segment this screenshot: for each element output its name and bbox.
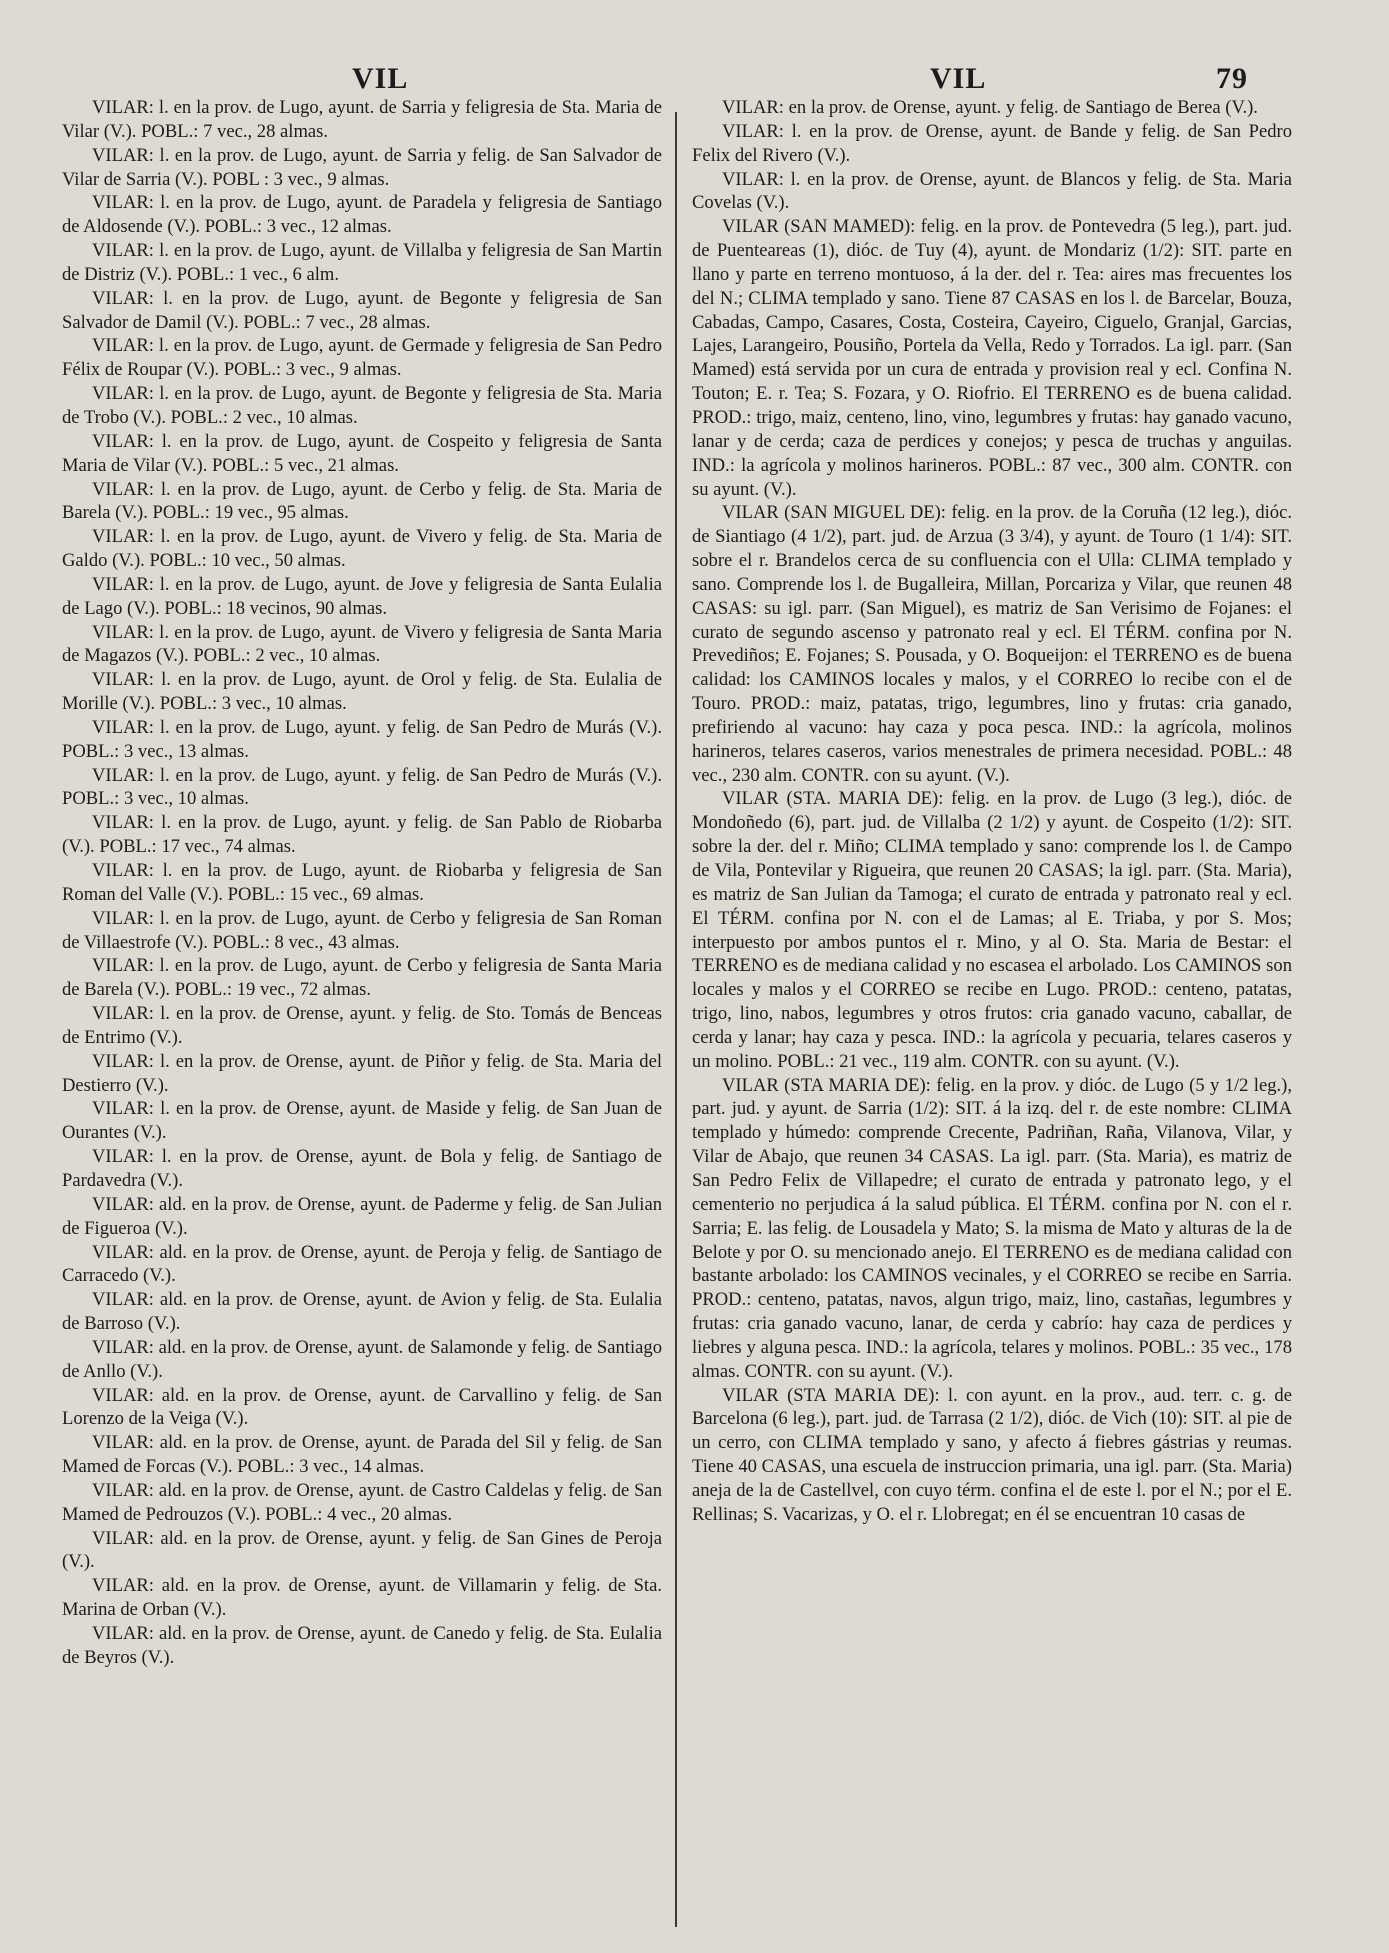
dictionary-entry: VILAR (STA. MARIA DE): felig. en la prov. de Lugo (3 leg.), dióc. de Mondoñedo (6), part. jud. de Villalba (2 1/2) y ayunt. de Cospeito (1/2): SIT. sobre la der. del r. Miño; CLIMA templado y sano: comprende los l. de Campo de Vila, Pontevilar y Rigueira, que reunen 20 CASAS; la igl. parr. (Sta. Maria), es matriz de San Julian da Tamoga; el curato de entrada y patronato real y ecl. El TÉRM. confina por N. con el de Lamas; al E. Triaba, y por S. Mos; interpuesto por ambos puntos el r. Mino, y al O. Sta. Maria de Bestar: el TERRENO es de mediana calidad y no escasea el arbolado. Los CAMINOS son locales y malos y el CORREO se recibe en Lugo. PROD.: centeno, patatas, trigo, lino, nabos, legumbres y otros frutos: cria ganado vacuno, caballar, de cerda y lanar; hay caza y pesca. IND.: la agrícola y pecuaria, telares caseros y un molino. POBL.: 21 vec., 119 alm. CONTR. con su ayunt. (V.). [692, 788, 1292, 1072]
dictionary-entry: VILAR: l. en la prov. de Lugo, ayunt. y felig. de San Pablo de Riobarba (V.). POBL.: 17 vec., 74 almas. [62, 812, 662, 858]
dictionary-entry: VILAR: l. en la prov. de Lugo, ayunt. de Villalba y feligresia de San Martin de Distriz (V.). POBL.: 1 vec., 6 alm. [62, 240, 662, 285]
right-column [692, 96, 1292, 1527]
dictionary-entry: VILAR (STA MARIA DE): felig. en la prov. y dióc. de Lugo (5 y 1/2 leg.), part. jud. y ayunt. de Sarria (1/2): SIT. á la izq. del r. de este nombre: CLIMA templado y húmedo: comprende Crecente, Padriñan, Raña, Vilanova, Vilar, y Vilar de Abajo, que reunen 34 CASAS. La igl. parr. (Sta. Maria), es matriz de San Pedro Felix de Villapedre; el curato de entrada y patronato lego, y el cementerio no perjudica á la salud pública. El TÉRM. confina por N. con el r. Sarria; E. las felig. de Lousadela y Mato; S. la misma de Mato y alturas de la de Belote y por O. su mencionado anejo. El TERRENO es de mediana calidad con bastante arbolado: los CAMINOS vecinales, y el CORREO se recibe en Sarria. PROD.: centeno, patatas, navos, algun trigo, maiz, lino, castañas, legumbres y frutas: cria ganado vacuno, lanar, de cerda y cabrío: hay caza de perdices y liebres y alguna pesca. IND.: la agrícola, telares y molinos. POBL.: 35 vec., 178 almas. CONTR. con su ayunt. (V.). [692, 1074, 1292, 1382]
header-left-word: VIL [352, 62, 409, 95]
dictionary-entry: VILAR: l. en la prov. de Orense, ayunt. de Piñor y felig. de Sta. Maria del Destierro (V.). [62, 1050, 662, 1096]
dictionary-entry: VILAR: l. en la prov. de Lugo, ayunt. de Paradela y feligresia de Santiago de Aldosende (V.). POBL.: 3 vec., 12 almas. [62, 192, 662, 238]
dictionary-entry: VILAR: ald. en la prov. de Orense, ayunt. de Peroja y felig. de Santiago de Carracedo (V.). [62, 1241, 662, 1287]
dictionary-entry: VILAR (SAN MIGUEL DE): felig. en la prov. de la Coruña (12 leg.), dióc. de Siantiago (4 1/2), part. jud. de Arzua (3 3/4), y ayunt. de Touro (1 1/4): SIT. sobre el r. Brandelos cerca de su confluencia con el Ulla: CLIMA templado y sano. Comprende los l. de Bugalleira, Millan, Porcariza y Vilar, que reunen 48 CASAS: su igl. parr. (San Miguel), es matriz de San Verisimo de Fojanes: el curato de segundo ascenso y patronato real y ecl. El TÉRM. confina por N. Prevediños; E. Fojanes; S. Pousada, y O. Boqueijon: el TERRENO es de buena calidad: los CAMINOS locales y malos, y el CORREO lo recibe con el de Touro. PROD.: maiz, patatas, trigo, legumbres, lino y frutas: cria ganado, prefiriendo al vacuno: hay caza y poca pesca. IND.: la agrícola, molinos harineros, telares caseros, varios menestrales de primera necesidad. POBL.: 48 vec., 230 alm. CONTR. con su ayunt. (V.). [692, 502, 1292, 786]
dictionary-entry: VILAR: l. en la prov. de Lugo, ayunt. de Riobarba y feligresia de San Roman del Valle (V.). POBL.: 15 vec., 69 almas. [62, 860, 662, 905]
dictionary-entry: VILAR (SAN MAMED): felig. en la prov. de Pontevedra (5 leg.), part. jud. de Puenteareas (1), dióc. de Tuy (4), ayunt. de Mondariz (1/2): SIT. parte en llano y parte en terreno montuoso, á la der. del r. Tea: aires mas frecuentes los del N.; CLIMA templado y sano. Tiene 87 CASAS en los l. de Barcelar, Bouza, Cabadas, Campo, Casares, Costa, Costeira, Cayeiro, Ciguelo, Granjal, Garcias, Lajes, Larangeiro, Pousiño, Portela da Vella, Redo y Torrados. La igl. parr. (San Mamed) está servida por un cura de entrada y provision real y ecl. Confina N. Touton; E. r. Tea; S. Fozara, y O. Riofrio. El TERRENO es de buena calidad. PROD.: trigo, maiz, centeno, lino, vino, legumbres y frutas: hay ganado vacuno, lanar y de cerda; caza de perdices y conejos; y pesca de truchas y anguilas. IND.: la agrícola y molinos harineros. POBL.: 87 vec., 300 alm. CONTR. con su ayunt. (V.). [692, 216, 1292, 500]
dictionary-entry: VILAR: l. en la prov. de Orense, ayunt. y felig. de Sto. Tomás de Benceas de Entrimo (V.). [62, 1003, 662, 1048]
dictionary-entry: VILAR: l. en la prov. de Lugo, ayunt. de Sarria y felig. de San Salvador de Vilar de Sarria (V.). POBL : 3 vec., 9 almas. [62, 144, 662, 190]
dictionary-entry: VILAR: ald. en la prov. de Orense, ayunt. de Avion y felig. de Sta. Eulalia de Barroso (V.). [62, 1289, 662, 1335]
dictionary-entry: VILAR: ald. en la prov. de Orense, ayunt. de Castro Caldelas y felig. de San Mamed de Pedrouzos (V.). POBL.: 4 vec., 20 almas. [62, 1479, 662, 1525]
dictionary-entry: VILAR: l. en la prov. de Orense, ayunt. de Maside y felig. de San Juan de Ourantes (V.). [62, 1098, 662, 1144]
dictionary-entry: VILAR: en la prov. de Orense, ayunt. y felig. de Santiago de Berea (V.). [722, 97, 1258, 118]
column-divider [675, 112, 677, 1927]
dictionary-entry: VILAR: l. en la prov. de Lugo, ayunt. de Vivero y felig. de Sta. Maria de Galdo (V.). POBL.: 10 vec., 50 almas. [62, 526, 662, 572]
dictionary-entry: VILAR: l. en la prov. de Lugo, ayunt. de Cerbo y feligresia de San Roman de Villaestrofe (V.). POBL.: 8 vec., 43 almas. [62, 907, 662, 953]
dictionary-entry: VILAR: l. en la prov. de Lugo, ayunt. de Sarria y feligresia de Sta. Maria de Vilar (V.). POBL.: 7 vec., 28 almas. [62, 97, 662, 142]
dictionary-entry: VILAR: l. en la prov. de Lugo, ayunt. y felig. de San Pedro de Murás (V.). POBL.: 3 vec., 10 almas. [62, 764, 662, 810]
dictionary-entry: VILAR: l. en la prov. de Lugo, ayunt. de Orol y felig. de Sta. Eulalia de Morille (V.). POBL.: 3 vec., 10 almas. [62, 669, 662, 715]
dictionary-entry: VILAR: l. en la prov. de Lugo, ayunt. de Jove y feligresia de Santa Eulalia de Lago (V.). POBL.: 18 vecinos, 90 almas. [62, 573, 662, 619]
dictionary-entry: VILAR: l. en la prov. de Lugo, ayunt. de Vivero y feligresia de Santa Maria de Magazos (V.). POBL.: 2 vec., 10 almas. [62, 621, 662, 667]
dictionary-entry: VILAR: ald. en la prov. de Orense, ayunt. de Villamarin y felig. de Sta. Marina de Orban (V.). [62, 1575, 662, 1621]
left-column [62, 96, 662, 1670]
dictionary-entry: VILAR: ald. en la prov. de Orense, ayunt. de Parada del Sil y felig. de San Mamed de Forcas (V.). POBL.: 3 vec., 14 almas. [62, 1432, 662, 1478]
dictionary-entry: VILAR (STA MARIA DE): l. con ayunt. en la prov., aud. terr. c. g. de Barcelona (6 leg.), part. jud. de Tarrasa (2 1/2), dióc. de Vich (10): SIT. al pie de un cerro, con CLIMA templado y sano, y afecto á fiebres gástrias y reumas. Tiene 40 CASAS, una escuela de instruccion primaria, una igl. parr. (Sta. Maria) aneja de la de Castellvel, con cuyo térm. confina el de este l. por el N.; por el E. Rellinas; S. Vacarizas, y O. el r. Llobregat; en él se encuentran 10 casas de [692, 1384, 1292, 1525]
dictionary-entry: VILAR: l. en la prov. de Lugo, ayunt. y felig. de San Pedro de Murás (V.). POBL.: 3 vec., 13 almas. [62, 716, 662, 762]
dictionary-entry: VILAR: l. en la prov. de Lugo, ayunt. de Cospeito y feligresia de Santa Maria de Vilar (V.). POBL.: 5 vec., 21 almas. [62, 430, 662, 476]
dictionary-entry: VILAR: l. en la prov. de Lugo, ayunt. de Germade y feligresia de San Pedro Félix de Roupar (V.). POBL.: 3 vec., 9 almas. [62, 335, 662, 381]
page-number: 79 [1216, 62, 1248, 95]
dictionary-entry: VILAR: ald. en la prov. de Orense, ayunt. y felig. de San Gines de Peroja (V.). [62, 1527, 662, 1573]
dictionary-entry: VILAR: l. en la prov. de Lugo, ayunt. de Cerbo y feligresia de Santa Maria de Barela (V.). POBL.: 19 vec., 72 almas. [62, 955, 662, 1001]
header-center-word: VIL [930, 62, 987, 95]
dictionary-entry: VILAR: ald. en la prov. de Orense, ayunt. de Salamonde y felig. de Santiago de Anllo (V.). [62, 1336, 662, 1382]
dictionary-entry: VILAR: ald. en la prov. de Orense, ayunt. de Carvallino y felig. de San Lorenzo de la Veiga (V.). [62, 1384, 662, 1430]
dictionary-entry: VILAR: l. en la prov. de Lugo, ayunt. de Cerbo y felig. de Sta. Maria de Barela (V.). POBL.: 19 vec., 95 almas. [62, 478, 662, 524]
dictionary-entry: VILAR: l. en la prov. de Orense, ayunt. de Blancos y felig. de Sta. Maria Covelas (V.). [692, 168, 1292, 214]
dictionary-entry: VILAR: l. en la prov. de Lugo, ayunt. de Begonte y feligresia de Sta. Maria de Trobo (V.). POBL.: 2 vec., 10 almas. [62, 383, 662, 428]
dictionary-entry: VILAR: l. en la prov. de Lugo, ayunt. de Begonte y feligresia de San Salvador de Damil (V.). POBL.: 7 vec., 28 almas. [62, 287, 662, 333]
dictionary-entry: VILAR: ald. en la prov. de Orense, ayunt. de Canedo y felig. de Sta. Eulalia de Beyros (V.). [62, 1623, 662, 1668]
dictionary-entry: VILAR: l. en la prov. de Orense, ayunt. de Bande y felig. de San Pedro Felix del Rivero (V.). [692, 120, 1292, 166]
dictionary-entry: VILAR: ald. en la prov. de Orense, ayunt. de Paderme y felig. de San Julian de Figueroa (V.). [62, 1193, 662, 1239]
dictionary-entry: VILAR: l. en la prov. de Orense, ayunt. de Bola y felig. de Santiago de Pardavedra (V.). [62, 1146, 662, 1191]
